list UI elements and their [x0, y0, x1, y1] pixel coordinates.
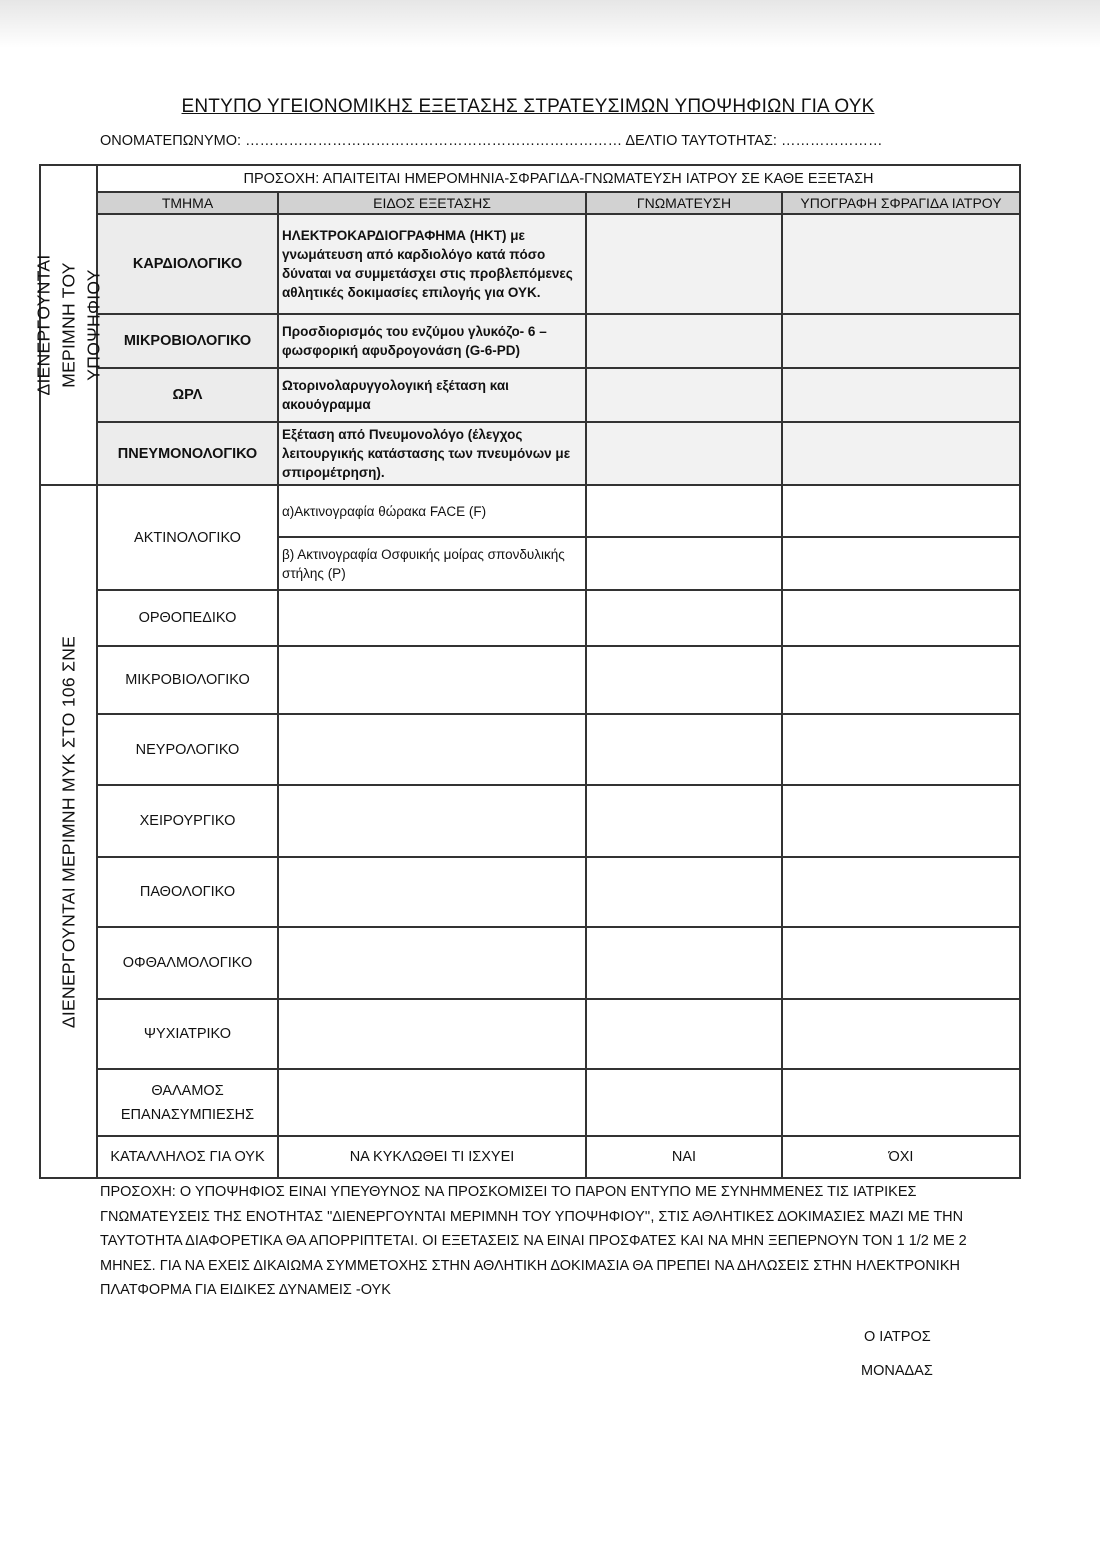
diagnosis-field[interactable] [586, 927, 782, 999]
signature-field[interactable] [782, 1069, 1020, 1136]
exam-field[interactable] [278, 999, 586, 1069]
header-signature: ΥΠΟΓΡΑΦΗ ΣΦΡΑΓΙΔΑ ΙΑΤΡΟΥ [782, 192, 1020, 214]
diagnosis-field[interactable] [586, 537, 782, 590]
footer-suitable-label: ΚΑΤΑΛΛΗΛΟΣ ΓΙΑ ΟΥΚ [97, 1136, 278, 1178]
top-shadow [0, 0, 1100, 48]
dept-psychiatry: ΨΥΧΙΑΤΡΙΚΟ [97, 999, 278, 1069]
footer-yes-option[interactable]: ΝΑΙ [586, 1136, 782, 1178]
footer-no-option[interactable]: ΌΧΙ [782, 1136, 1020, 1178]
dept-pathology: ΠΑΘΟΛΟΓΙΚΟ [97, 857, 278, 927]
dept-neurology: ΝΕΥΡΟΛΟΓΙΚΟ [97, 714, 278, 785]
exam-field[interactable] [278, 1069, 586, 1136]
signature-field[interactable] [782, 214, 1020, 314]
group-1-label-cell [33, 165, 103, 485]
signature-field[interactable] [782, 785, 1020, 857]
exam-field[interactable] [278, 927, 586, 999]
exam-radiology-a: α)Ακτινογραφία θώρακα FACE (F) [278, 485, 586, 537]
diagnosis-field[interactable] [586, 646, 782, 714]
group-2-label: ΔΙΕΝΕΡΓΟΥΝΤΑΙ ΜΕΡΙΜΝΗ ΜΥΚ ΣΤΟ 106 ΣΝΕ [58, 635, 78, 1028]
header-exam-type: ΕΙΔΟΣ ΕΞΕΤΑΣΗΣ [278, 192, 586, 214]
diagnosis-field[interactable] [586, 422, 782, 485]
warning-paragraph: ΠΡΟΣΟΧΗ: Ο ΥΠΟΨΗΦΙΟΣ ΕΙΝΑΙ ΥΠΕΥΘΥΝΟΣ ΝΑ ΠΡΟΣΚΟΜΙΣΕΙ ΤΟ ΠΑΡΟΝ ΕΝΤΥΠΟ ΜΕ ΣΥΝΗΜΜΕΝΕΣ ΤΙΣ ΙΑΤΡΙΚΕΣ ΓΝΩΜΑΤΕΥΣΕΙΣ ΤΗΣ ΕΝΟΤΗΤΑΣ "ΔΙΕΝΕΡΓΟΥΝΤΑΙ ΜΕΡΙΜΝΗ ΤΟΥ ΥΠΟΨΗΦΙΟΥ'', ΣΤΙΣ ΑΘΛΗΤΙΚΕΣ ΔΟΚΙΜΑΣΙΕΣ ΜΑΖΙ ΜΕ ΤΗΝ ΤΑΥΤΟΤΗΤΑ ΔΙΑΦΟΡΕΤΙΚΑ ΘΑ ΑΠΟΡΡΙΠΤΕΤΑΙ. ΟΙ ΕΞΕΤΑΣΕΙΣ ΝΑ ΕΙΝΑΙ ΠΡΟΣΦΑΤΕΣ ΚΑΙ ΝΑ ΜΗΝ ΞΕΠΕΡΝΟΥΝ ΤΟΝ 1 1/2 ΜΕ 2 ΜΗΝΕΣ. ΓΙΑ ΝΑ ΕΧΕΙΣ ΔΙΚΑΙΩΜΑ ΣΥΜΜΕΤΟΧΗΣ ΣΤΗΝ ΑΘΛΗΤΙΚΗ ΔΟΚΙΜΑΣΙΑ ΘΑ ΠΡΕΠΕΙ ΝΑ ΔΗΛΩΣΕΙΣ ΣΤΗΝ ΗΛΕΚΤΡΟΝΙΚΗ ΠΛΑΤΦΟΡΜΑ ΓΙΑ ΕΙΔΙΚΕΣ ΔΥΝΑΜΕΙΣ -ΟΥΚ [100, 1184, 967, 1298]
signature-field[interactable] [782, 646, 1020, 714]
diagnosis-field[interactable] [586, 214, 782, 314]
group-1-label: ΔΙΕΝΕΡΓΟΥΝΤΑΙ ΜΕΡΙΜΝΗ ΤΟΥ ΥΠΟΨΗΦΙΟΥ [33, 254, 103, 396]
diagnosis-field[interactable] [586, 999, 782, 1069]
dept-pulmonology: ΠΝΕΥΜΟΝΟΛΟΓΙΚΟ [97, 422, 278, 485]
signature-field[interactable] [782, 314, 1020, 368]
header-diagnosis: ΓΝΩΜΑΤΕΥΣΗ [586, 192, 782, 214]
exam-radiology-b: β) Ακτινογραφία Οσφυικής μοίρας σπονδυλικής στήλης (P) [278, 537, 586, 590]
dept-microbiology-2: ΜΙΚΡΟΒΙΟΛΟΓΙΚΟ [97, 646, 278, 714]
signature-field[interactable] [782, 422, 1020, 485]
diagnosis-field[interactable] [586, 314, 782, 368]
diagnosis-field[interactable] [586, 1069, 782, 1136]
diagnosis-field[interactable] [586, 785, 782, 857]
diagnosis-field[interactable] [586, 714, 782, 785]
dept-decompression-chamber: ΘΑΛΑΜΟΣ ΕΠΑΝΑΣΥΜΠΙΕΣΗΣ [97, 1069, 278, 1136]
exam-ent: Ωτορινολαρυγγολογική εξέταση και ακουόγραμμα [278, 368, 586, 422]
exam-field[interactable] [278, 646, 586, 714]
dept-microbiology: ΜΙΚΡΟΒΙΟΛΟΓΙΚΟ [97, 314, 278, 368]
group-2-label-cell [40, 485, 97, 1178]
dept-ophthalmology: ΟΦΘΑΛΜΟΛΟΓΙΚΟ [97, 927, 278, 999]
exam-table [33, 164, 1021, 1179]
table-notice: ΠΡΟΣΟΧΗ: ΑΠΑΙΤΕΙΤΑΙ ΗΜΕΡΟΜΗΝΙΑ-ΣΦΡΑΓΙΔΑ-ΓΝΩΜΑΤΕΥΣΗ ΙΑΤΡΟΥ ΣΕ ΚΑΘΕ ΕΞΕΤΑΣΗ [97, 165, 1020, 192]
signature-field[interactable] [782, 485, 1020, 537]
dept-ent: ΩΡΛ [97, 368, 278, 422]
signature-title-doctor: Ο ΙΑΤΡΟΣ [864, 1329, 931, 1345]
dept-radiology: ΑΚΤΙΝΟΛΟΓΙΚΟ [97, 485, 278, 590]
diagnosis-field[interactable] [586, 590, 782, 646]
dept-orthopedics: ΟΡΘΟΠΕΔΙΚΟ [97, 590, 278, 646]
exam-field[interactable] [278, 857, 586, 927]
form-title: ΕΝΤΥΠΟ ΥΓΕΙΟΝΟΜΙΚΗΣ ΕΞΕΤΑΣΗΣ ΣΤΡΑΤΕΥΣΙΜΩΝ ΥΠΟΨΗΦΙΩΝ ΓΙΑ ΟΥΚ [181, 96, 875, 117]
footer-circle-instruction: ΝΑ ΚΥΚΛΩΘΕΙ ΤΙ ΙΣΧΥΕΙ [278, 1136, 586, 1178]
signature-field[interactable] [782, 537, 1020, 590]
exam-field[interactable] [278, 785, 586, 857]
signature-field[interactable] [782, 999, 1020, 1069]
diagnosis-field[interactable] [586, 485, 782, 537]
diagnosis-field[interactable] [586, 857, 782, 927]
exam-microbiology: Προσδιορισμός του ενζύμου γλυκόζο- 6 – φωσφορική αφυδρογονάση (G-6-PD) [278, 314, 586, 368]
signature-field[interactable] [782, 714, 1020, 785]
diagnosis-field[interactable] [586, 368, 782, 422]
signature-field[interactable] [782, 857, 1020, 927]
signature-title-unit: ΜΟΝΑΔΑΣ [861, 1363, 933, 1379]
exam-field[interactable] [278, 714, 586, 785]
exam-cardiology: ΗΛΕΚΤΡΟΚΑΡΔΙΟΓΡΑΦΗΜΑ (ΗΚΤ) με γνωμάτευση από καρδιολόγο κατά πόσο δύναται να συμμετάσχει στις προβλεπόμενες αθλητικές δοκιμασίες επιλογής για ΟΥΚ. [278, 214, 586, 314]
dept-surgery: ΧΕΙΡΟΥΡΓΙΚΟ [97, 785, 278, 857]
identity-line: ΟΝΟΜΑΤΕΠΩΝΥΜΟ: …………………………………………………………………… ΔΕΛΤΙΟ ΤΑΥΤΟΤΗΤΑΣ: ………………… [100, 133, 883, 149]
exam-pulmonology: Εξέταση από Πνευμονολόγο (έλεγχος λειτουργικής κατάστασης των πνευμόνων με σπιρομέτρηση). [278, 422, 586, 485]
signature-field[interactable] [782, 368, 1020, 422]
exam-field[interactable] [278, 590, 586, 646]
signature-field[interactable] [782, 590, 1020, 646]
dept-cardiology: ΚΑΡΔΙΟΛΟΓΙΚΟ [97, 214, 278, 314]
header-department: ΤΜΗΜΑ [97, 192, 278, 214]
signature-field[interactable] [782, 927, 1020, 999]
